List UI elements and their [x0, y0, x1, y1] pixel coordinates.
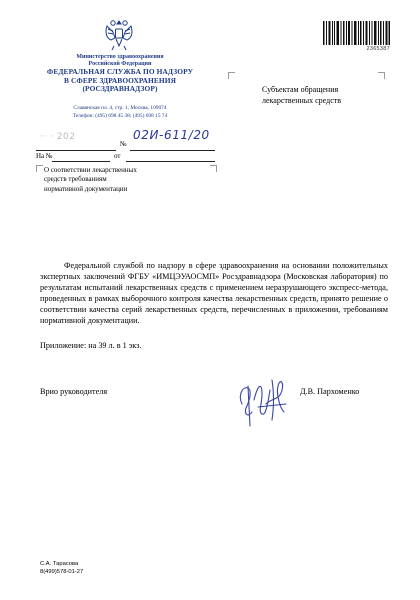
subject-corner-left: [36, 165, 43, 172]
signatory-name: Д.В. Пархоменко: [300, 387, 360, 396]
number-handwritten: 02И-611/20: [133, 128, 210, 142]
letter-body: Федеральной службой по надзору в сфере здравоохранения на основании положительных экспертных заключений ФГБУ «ИМЦЭУАОСМП» Росздравнадзора (Московская лаборатория) по результатам испытаний лекарственных средств с применением неразрушающего экспресс-метода, проведенных в рамках выборочного контроля качества лекарственных средств, принято решение о соответствии качества серий лекарственных средств, перечисленных в приложении, требованиям нормативной документации.: [40, 261, 388, 326]
recipient: Субъектам обращения лекарственных средств: [262, 85, 342, 105]
signatory-role: Врио руководителя: [40, 387, 108, 396]
reply-to-number-field: [52, 152, 110, 162]
reply-to-date-field: [126, 152, 215, 162]
recipient-corner-right: [378, 72, 385, 79]
handwritten-signature-icon: [228, 360, 308, 430]
executor-name: С.А. Тарасова: [40, 561, 79, 567]
recipient-corner-left: [228, 72, 235, 79]
reply-to-date-label: от: [114, 152, 121, 160]
agency-name: ФЕДЕРАЛЬНАЯ СЛУЖБА ПО НАДЗОРУ В СФЕРЕ ЗДРАВООХРАНЕНИЯ (РОСЗДРАВНАДЗОР): [46, 67, 194, 94]
barcode-number: 2365387: [366, 46, 390, 52]
barcode-icon: [323, 21, 390, 45]
attachment-note: Приложение: на 39 л. в 1 экз.: [40, 341, 142, 350]
letter-subject: О соответствии лекарственных средств требованиям нормативной документации: [44, 166, 137, 193]
subject-corner-right: [210, 165, 217, 172]
double-headed-eagle-icon: [103, 18, 135, 52]
ministry-name: Министерство здравоохранения Российской Федерации: [76, 54, 164, 67]
reply-to-label: На №: [36, 152, 53, 160]
agency-address: Славянская пл. 4, стр. 1, Москва, 109074 Телефон: (495) 698 45 38; (495) 698 15 74: [72, 105, 168, 119]
executor-phone: 8(499)578-01-27: [40, 569, 84, 575]
number-sign: №: [120, 140, 127, 148]
date-handwritten: ·· · 202: [40, 132, 76, 142]
